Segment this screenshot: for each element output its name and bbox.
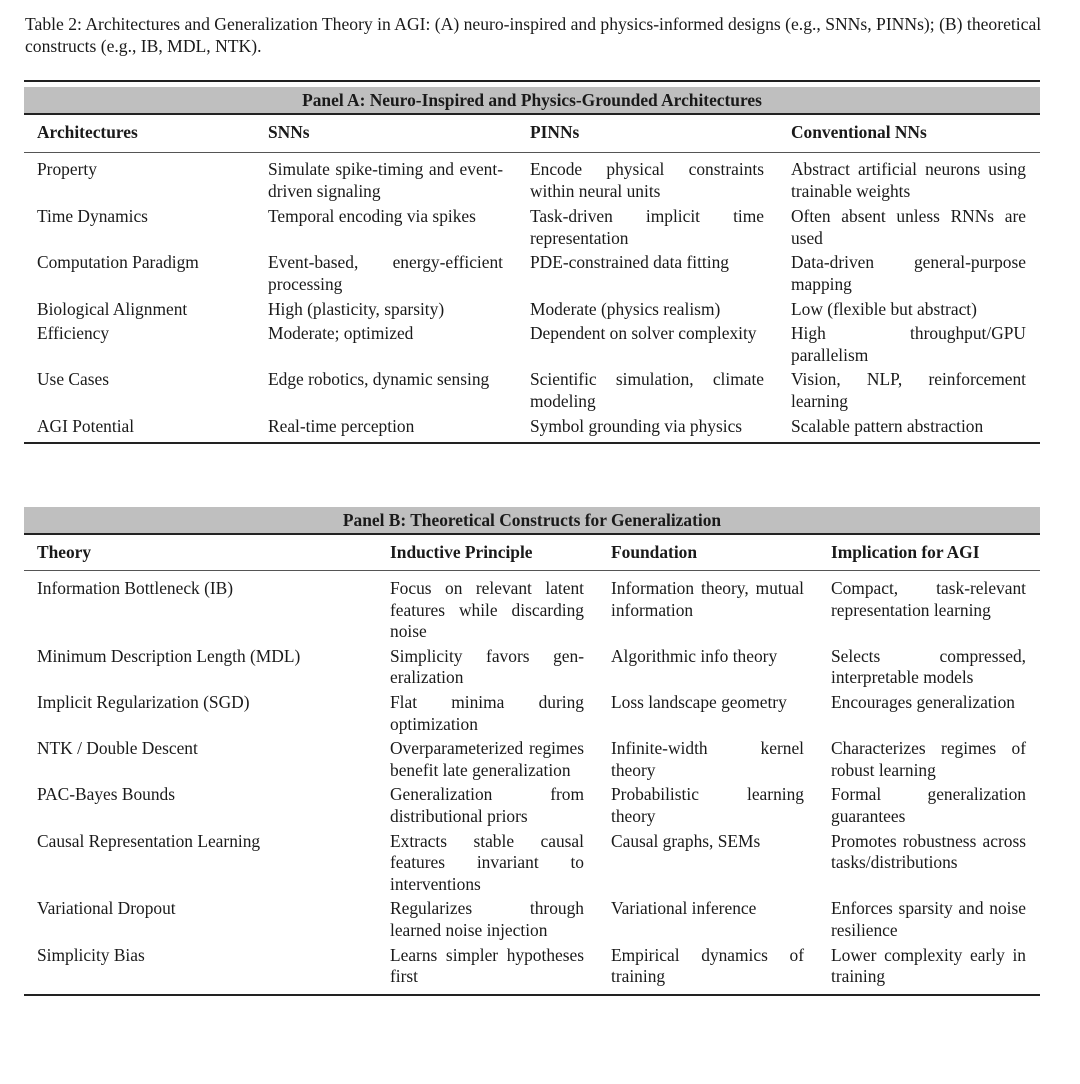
column-header: Implication for AGI [831,542,980,562]
table-row [24,784,1040,827]
table-cell: Algorithmic info theory [611,645,778,666]
row-label: Property [37,159,97,180]
table-cell: Lower complexity early in training [831,944,1026,987]
table-row [24,323,1040,366]
row-label: Biological Alignment [37,298,188,319]
table-row [24,692,1040,735]
table-cell: Empirical dynamics of training [611,944,804,987]
column-header: Inductive Principle [390,542,533,562]
table-cell: Extracts stable causal features invariant to interventions [390,830,584,894]
table-cell: Compact, task-relevant representation learning [831,578,1026,620]
table-cell: Moderate; optimized [268,323,414,344]
panel-b-table [24,507,1040,996]
table-row [24,831,1040,896]
column-header: Conventional NNs [791,122,927,142]
row-label: Minimum Description Length (MDL) [37,645,301,666]
table-cell: Abstract artificial neurons using trainable weights [791,159,1026,201]
table-cell: Edge robotics, dynamic sensing [268,369,490,390]
column-header: Foundation [611,542,698,562]
table-cell: Event-based, energy-efficient processing [268,252,503,295]
column-header: Theory [37,542,92,562]
table-cell: Selects compressed, interpretable models [831,645,1026,688]
row-label: Time Dynamics [37,206,148,227]
panel-b-header-row [24,535,1040,570]
table-cell: Simulate spike-timing and event-driven signaling [268,159,503,201]
table-cell: Probabilistic learning theory [611,784,804,827]
table-cell: Moderate (physics realism) [530,298,721,319]
table-row [24,945,1040,988]
table-row [24,416,1040,438]
table-cell: Symbol grounding via physics [530,415,743,436]
table-cell: Vision, NLP, reinforcement learning [791,369,1026,412]
row-label: Simplicity Bias [37,944,145,965]
bottom-rule [24,994,1040,996]
table-row [24,299,1040,321]
row-label: Variational Dropout [37,898,176,919]
panel-a-header-row [24,115,1040,152]
table-cell: Dependent on solver complexity [530,323,757,344]
table-cell: Simplicity favors generalization [390,645,584,688]
table-cell: PDE-constrained data fitting [530,252,729,273]
row-label: Information Bottleneck (IB) [37,578,234,599]
row-label: Computation Paradigm [37,252,199,273]
table-row [24,738,1040,781]
table-cell: Characterizes regimes of robust learning [831,738,1026,780]
table-cell: Temporal encoding via spikes [268,206,476,227]
panel-a-title: Panel A: Neuro-Inspired and Physics-Grounded Architectures [24,87,1040,113]
row-label: Implicit Regularization (SGD) [37,692,250,713]
table-cell: Low (flexible but abstract) [791,298,977,319]
table-cell: Regularizes through learned noise injection [390,898,584,940]
table-row [24,898,1040,941]
table-cell: Promotes robustness across tasks/distributions [831,830,1026,873]
table-row [24,578,1040,643]
row-label: Causal Representation Learning [37,830,261,851]
table-cell: Learns simpler hypotheses first [390,944,584,987]
table-cell: Task-driven implicit time representation [530,206,764,248]
table-row [24,206,1040,249]
panel-a-body [24,153,1040,437]
table-cell: Infinite-width kernel theory [611,738,804,780]
panel-b-title: Panel B: Theoretical Constructs for Generalization [24,507,1040,533]
table-cell: High throughput/GPU parallelism [791,323,1026,365]
table-cell: Information theory, mutual information [611,578,804,620]
column-header: SNNs [268,122,310,142]
table-cell: High (plasticity, sparsity) [268,298,445,319]
table-cell: Formal generalization guarantees [831,784,1026,827]
table-cell: Data-driven general-purpose mapping [791,252,1026,295]
bottom-rule [24,442,1040,444]
table-cell: Variational inference [611,898,757,919]
row-label: AGI Potential [37,415,135,436]
panel-b-body [24,571,1040,988]
panel-a-table [24,80,1040,444]
table-cell: Scalable pattern abstraction [791,415,984,436]
column-header: Architectures [37,122,138,142]
table-row [24,252,1040,295]
row-label: Use Cases [37,369,109,390]
table-caption: Table 2: Architectures and Generalization Theory in AGI: (A) neuro-inspired and physics-informed designs (e.g., SNNs, PINNs); (B) theoretical constructs (e.g., IB, MDL, NTK). [25,14,1042,56]
column-header: PINNs [530,122,580,142]
table-cell: Flat minima during optimization [390,692,584,734]
table-cell: Causal graphs, SEMs [611,830,761,851]
table-cell: Loss landscape geometry [611,692,787,713]
row-label: NTK / Double Descent [37,738,198,759]
table-row [24,369,1040,412]
table-cell: Encode physical constraints within neural units [530,159,764,201]
table-cell: Focus on relevant latent features while discarding noise [390,578,584,642]
table-cell: Encourages generalization [831,692,1015,713]
table-cell: Generalization from distributional priors [390,784,584,827]
row-label: PAC-Bayes Bounds [37,784,176,805]
table-row [24,159,1040,202]
table-cell: Overparameterized regimes benefit late generalization [390,738,584,780]
row-label: Efficiency [37,323,110,344]
table-cell: Real-time perception [268,415,415,436]
table-row [24,646,1040,689]
table-cell: Enforces sparsity and noise resilience [831,898,1026,940]
table-cell: Scientific simulation, climate modeling [530,369,764,412]
table-cell: Often absent unless RNNs are used [791,206,1026,248]
